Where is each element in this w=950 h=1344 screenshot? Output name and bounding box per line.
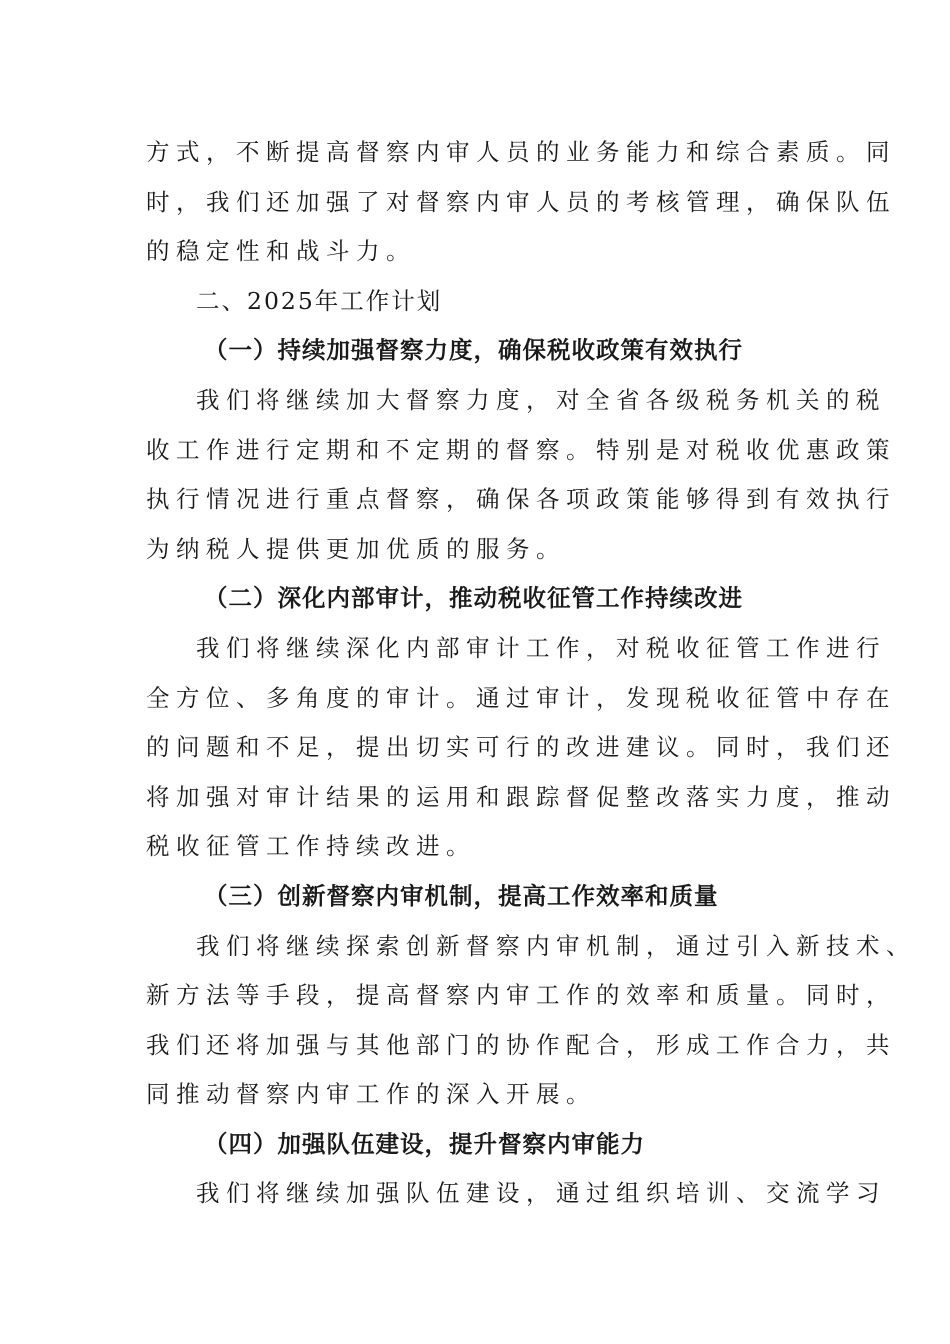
section-heading-2025-plan: 二、2025年工作计划	[196, 286, 443, 315]
body-text-line: 新方法等手段，提高督察内审工作的效率和质量。同时，	[146, 981, 896, 1010]
body-text-line: 我们将继续加强队伍建设，通过组织培训、交流学习	[196, 1179, 886, 1208]
document-page	[146, 128, 916, 1219]
subheading-4: （四）加强队伍建设，提升督察内审能力	[204, 1129, 645, 1158]
body-text-line: 将加强对审计结果的运用和跟踪督促整改落实力度，推动	[146, 782, 896, 811]
subheading-1: （一）持续加强督察力度，确保税收政策有效执行	[204, 336, 743, 365]
body-text-line: 我们将继续加大督察力度，对全省各级税务机关的税	[196, 385, 886, 414]
subheading-3: （三）创新督察内审机制，提高工作效率和质量	[204, 881, 719, 910]
body-text-line: 为纳税人提供更加优质的服务。	[146, 534, 566, 563]
body-text-line: 同推动督察内审工作的深入开展。	[146, 1080, 596, 1109]
body-text-line: 税收征管工作持续改进。	[146, 832, 476, 861]
body-text-line: 全方位、多角度的审计。通过审计，发现税收征管中存在	[146, 683, 896, 712]
body-text-line: 我们还将加强与其他部门的协作配合，形成工作合力，共	[146, 1030, 896, 1059]
body-text-line: 收工作进行定期和不定期的督察。特别是对税收优惠政策	[146, 435, 896, 464]
body-text-line: 的稳定性和战斗力。	[146, 237, 416, 266]
body-text-line: 我们将继续探索创新督察内审机制，通过引入新技术、	[196, 931, 916, 960]
body-text-line: 方式，不断提高督察内审人员的业务能力和综合素质。同	[146, 138, 896, 166]
subheading-2: （二）深化内部审计，推动税收征管工作持续改进	[204, 584, 743, 613]
body-text-line: 执行情况进行重点督察，确保各项政策能够得到有效执行	[146, 485, 896, 514]
body-text-line: 的问题和不足，提出切实可行的改进建议。同时，我们还	[146, 733, 896, 762]
body-text-line: 我们将继续深化内部审计工作，对税收征管工作进行	[196, 633, 886, 662]
body-text-line: 时，我们还加强了对督察内审人员的考核管理，确保队伍	[146, 187, 896, 216]
